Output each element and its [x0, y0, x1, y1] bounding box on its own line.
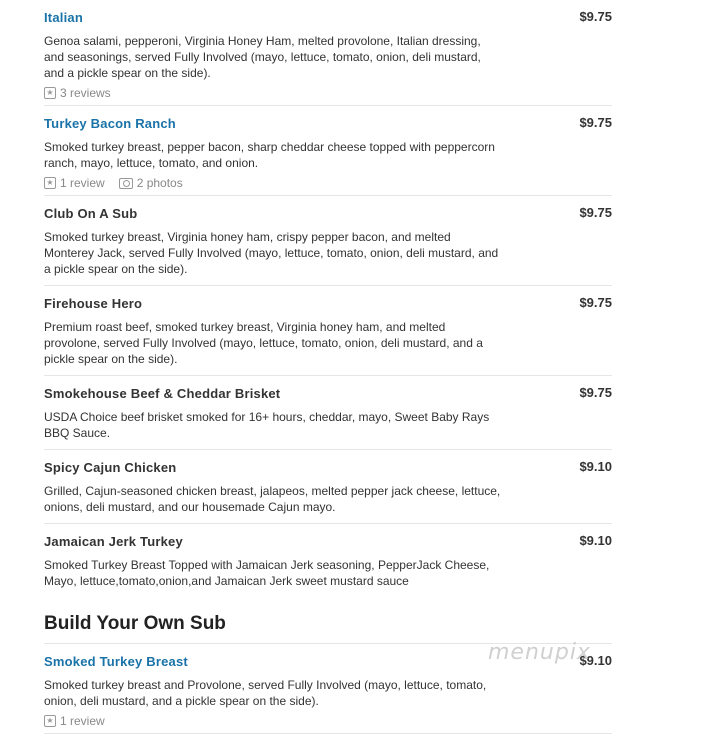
- item-price: $9.75: [579, 295, 612, 310]
- review-star-icon: ★: [44, 87, 56, 99]
- review-star-icon: ★: [44, 177, 56, 189]
- item-price: $9.75: [579, 205, 612, 220]
- item-description: Smoked Turkey Breast Topped with Jamaican Jerk seasoning, PepperJack Cheese, Mayo, lettuce,tomato,onion,and Jamaican Jerk sweet mustard sauce: [44, 558, 490, 588]
- item-price: $9.10: [579, 533, 612, 548]
- menu-item: [44, 106, 612, 196]
- section-title: Build Your Own Sub: [44, 613, 226, 634]
- item-name: Jamaican Jerk Turkey: [44, 534, 183, 549]
- item-price: $9.10: [579, 459, 612, 474]
- review-star-icon: ★: [44, 715, 56, 727]
- reviews-link[interactable]: [44, 85, 111, 101]
- item-description: Grilled, Cajun-seasoned chicken breast, jalapeos, melted pepper jack cheese, lettuce, onions, deli mustard, and our housemade Cajun mayo.: [44, 484, 501, 514]
- item-description: Premium roast beef, smoked turkey breast, Virginia honey ham, and melted provolone, served Fully Involved (mayo, lettuce, tomato, onion, deli mustard, and a pickle spear on the side).: [44, 320, 483, 366]
- menu-item: [44, 196, 612, 286]
- item-name: Club On A Sub: [44, 206, 138, 221]
- menu-list: [44, 0, 612, 593]
- item-description: Smoked turkey breast, pepper bacon, sharp cheddar cheese topped with peppercorn ranch, mayo, lettuce, tomato, and onion.: [44, 140, 495, 170]
- item-name: Firehouse Hero: [44, 296, 143, 311]
- item-price: $9.75: [579, 385, 612, 400]
- item-name: Spicy Cajun Chicken: [44, 460, 177, 475]
- item-description: Smoked turkey breast, Virginia honey ham, crispy pepper bacon, and melted Monterey Jack, served Fully Involved (mayo, lettuce, tomato, onion, deli mustard, and a pickle spear on the side).: [44, 230, 499, 276]
- menu-item: [44, 450, 612, 524]
- item-name-link[interactable]: Smoked Turkey Breast: [44, 654, 188, 669]
- photos-link[interactable]: [119, 175, 183, 191]
- item-price: $9.75: [579, 9, 612, 24]
- item-meta: [44, 713, 612, 729]
- reviews-count: 1 review: [60, 176, 105, 190]
- camera-icon: [119, 178, 133, 189]
- item-description: Smoked turkey breast and Provolone, served Fully Involved (mayo, lettuce, tomato, onion, deli mustard, and a pickle spear on the side).: [44, 678, 487, 708]
- item-price: $9.75: [579, 115, 612, 130]
- reviews-count: 3 reviews: [60, 86, 111, 100]
- reviews-count: 1 review: [60, 714, 105, 728]
- item-name-link[interactable]: Italian: [44, 10, 83, 25]
- menu-item: [44, 376, 612, 450]
- item-name: Smokehouse Beef & Cheddar Brisket: [44, 386, 281, 401]
- watermark-logo: menupix: [488, 640, 591, 665]
- menu-item: [44, 524, 612, 593]
- menu-item: [44, 286, 612, 376]
- reviews-link[interactable]: [44, 175, 105, 191]
- reviews-link[interactable]: [44, 713, 105, 729]
- item-meta: [44, 175, 612, 191]
- item-description: USDA Choice beef brisket smoked for 16+ hours, cheddar, mayo, Sweet Baby Rays BBQ Sauce.: [44, 410, 490, 440]
- item-meta: [44, 85, 612, 101]
- item-description: Genoa salami, pepperoni, Virginia Honey Ham, melted provolone, Italian dressing, and seasonings, served Fully Involved (mayo, lettuce, tomato, onion, deli mustard, and a pickle spear on the side).: [44, 34, 481, 80]
- item-price: $9.10: [579, 653, 612, 668]
- photos-count: 2 photos: [136, 176, 183, 190]
- item-name-link[interactable]: Turkey Bacon Ranch: [44, 116, 176, 131]
- menu-item: [44, 0, 612, 106]
